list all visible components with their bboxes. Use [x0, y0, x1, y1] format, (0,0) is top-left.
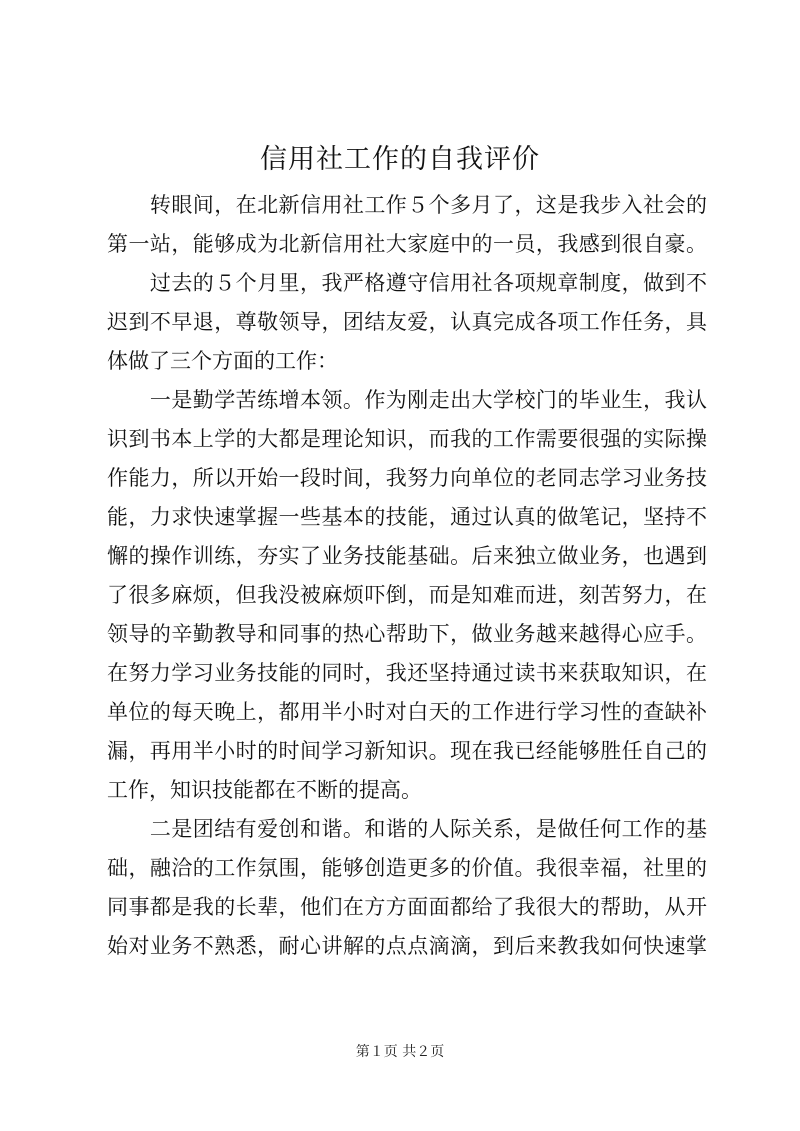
text-line: 领导的辛勤教导和同事的热心帮助下，做业务越来越得心应手。: [107, 622, 707, 646]
text-line: 作能力，所以开始一段时间，我努力向单位的老同志学习业务技: [107, 466, 707, 490]
text-line: 单位的每天晚上，都用半小时对白天的工作进行学习性的查缺补: [107, 700, 707, 724]
text-line: 二是团结有爱创和谐。和谐的人际关系，是做任何工作的基: [107, 817, 707, 841]
text-line: 一是勤学苦练增本领。作为刚走出大学校门的毕业生，我认: [107, 388, 707, 412]
text-line: 础，融洽的工作氛围，能够创造更多的价值。我很幸福，社里的: [107, 856, 707, 880]
text-line: 漏，再用半小时的时间学习新知识。现在我已经能够胜任自己的: [107, 739, 707, 763]
page-footer: 第１页 共２页: [355, 1044, 445, 1060]
text-line: 识到书本上学的大都是理论知识，而我的工作需要很强的实际操: [107, 427, 707, 451]
text-line: 在努力学习业务技能的同时，我还坚持通过读书来获取知识，在: [107, 661, 707, 685]
text-line: 转眼间，在北新信用社工作５个多月了，这是我步入社会的: [107, 193, 707, 217]
text-line: 能，力求快速掌握一些基本的技能，通过认真的做笔记，坚持不: [107, 505, 707, 529]
text-line: 过去的５个月里，我严格遵守信用社各项规章制度，做到不: [107, 271, 707, 295]
document-body: [107, 186, 707, 966]
text-line: 了很多麻烦，但我没被麻烦吓倒，而是知难而进，刻苦努力，在: [107, 583, 707, 607]
text-line: 工作，知识技能都在不断的提高。: [107, 778, 422, 802]
text-line: 懈的操作训练，夯实了业务技能基础。后来独立做业务，也遇到: [107, 544, 707, 568]
document-title: 信用社工作的自我评价: [260, 144, 540, 175]
text-line: 体做了三个方面的工作：: [107, 349, 338, 373]
text-line: 第一站，能够成为北新信用社大家庭中的一员，我感到很自豪。: [107, 232, 707, 256]
text-line: 同事都是我的长辈，他们在方方面面都给了我很大的帮助，从开: [107, 895, 707, 919]
text-line: 迟到不早退，尊敬领导，团结友爱，认真完成各项工作任务，具: [107, 310, 707, 334]
text-line: 始对业务不熟悉，耐心讲解的点点滴滴，到后来教我如何快速掌: [107, 934, 707, 958]
